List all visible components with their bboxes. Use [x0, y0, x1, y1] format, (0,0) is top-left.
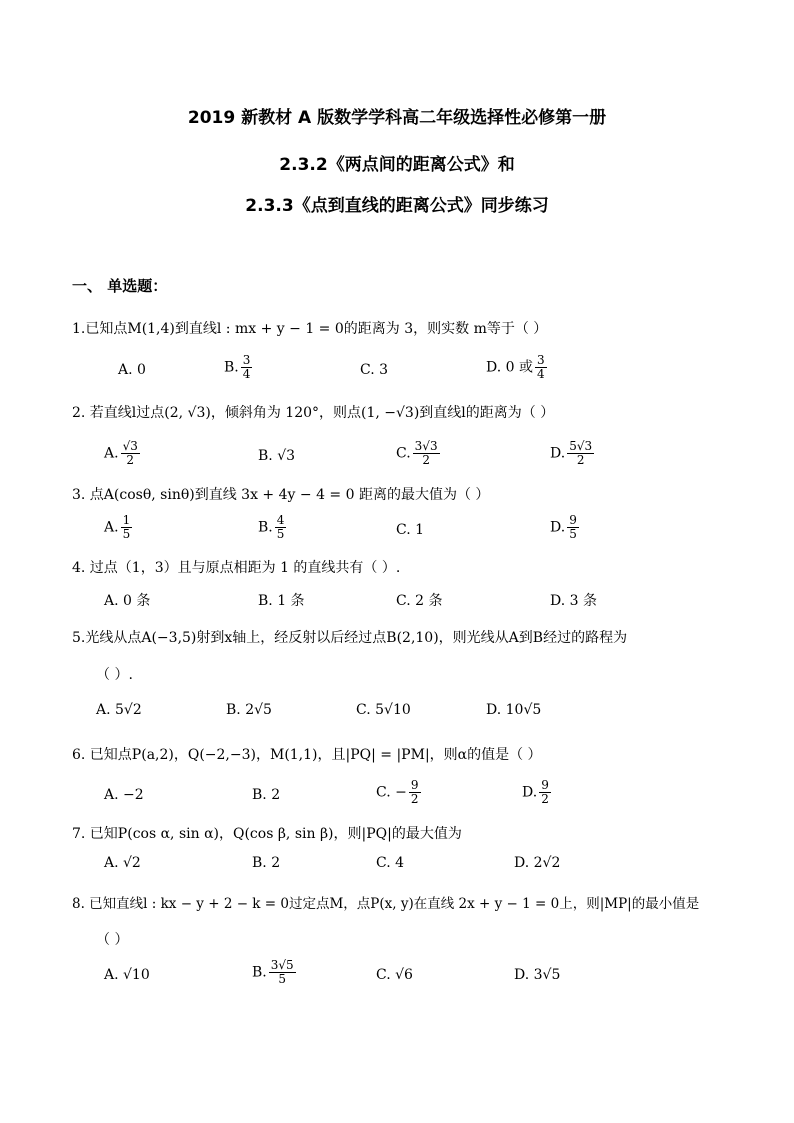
q7-option-b: B. 2 [252, 855, 281, 871]
q3-option-c: C. 1 [396, 522, 425, 538]
q1-option-a: A. 0 [118, 362, 146, 378]
q8-option-d: D. 3√5 [514, 967, 561, 983]
section-title: 一、 单选题： [72, 277, 168, 295]
q7-option-c: C. 4 [376, 855, 405, 871]
q8-option-a: A. √10 [104, 967, 150, 983]
q5-option-c: C. 5√10 [356, 702, 411, 718]
question-6-stem: 6. 已知点P(a,2)，Q(−2,−3)，M(1,1)，且|PQ| = |PM|，则α的值是（ ） [72, 747, 542, 763]
q3-option-a: A. $\frac{1}{5}$ [104, 513, 131, 541]
q2-option-d: D. $\frac{5√3}{2}$ [550, 439, 593, 467]
q7-option-d: D. 2√2 [514, 855, 561, 871]
question-1-stem: 1.已知点M(1,4)到直线l : mx + y − 1 = 0的距离为 3，则实数 m等于（ ） [72, 321, 548, 337]
q6-option-d: D. $\frac{9}{2}$ [522, 778, 549, 806]
q1-option-c: C. 3 [360, 362, 389, 378]
q8-option-b: B. $\frac{3√5}{5}$ [252, 958, 294, 986]
question-5-stem-cont: （ ）. [96, 667, 133, 683]
q3-option-b: B. $\frac{4}{5}$ [258, 513, 285, 541]
q3-option-d: D. $\frac{9}{5}$ [550, 513, 577, 541]
question-4-stem: 4. 过点（1，3）且与原点相距为 1 的直线共有（ ）. [72, 560, 401, 576]
question-2-stem: 2. 若直线l过点(2, √3)，倾斜角为 120°，则点(1, −√3)到直线l的距离为（ ） [72, 405, 555, 421]
q4-option-d: D. 3 条 [550, 593, 597, 609]
doc-title-line3: 2.3.3《点到直线的距离公式》同步练习 [245, 196, 549, 216]
question-3-stem: 3. 点A(cosθ, sinθ)到直线 3x + 4y − 4 = 0 距离的最大值为（ ） [72, 487, 490, 503]
q6-option-c: C. − $\frac{9}{2}$ [376, 778, 419, 806]
q4-option-a: A. 0 条 [104, 593, 151, 609]
question-5-stem: 5.光线从点A(−3,5)射到x轴上，经反射以后经过点B(2,10)，则光线从A到B经过的路程为 [72, 630, 628, 646]
doc-title-line1: 2019 新教材 A 版数学学科高二年级选择性必修第一册 [187, 108, 607, 128]
q8-option-c: C. √6 [376, 967, 413, 983]
q6-option-b: B. 2 [252, 787, 281, 803]
question-8-stem: 8. 已知直线l : kx − y + 2 − k = 0过定点M，点P(x, y)在直线 2x + y − 1 = 0上，则|MP|的最小值是 [72, 896, 700, 912]
q6-option-a: A. −2 [104, 787, 144, 803]
q2-option-c: C. $\frac{3√3}{2}$ [396, 439, 438, 467]
q5-option-b: B. 2√5 [226, 702, 272, 718]
q5-option-d: D. 10√5 [486, 702, 542, 718]
q2-option-a: A. $\frac{√3}{2}$ [104, 439, 138, 467]
question-7-stem: 7. 已知P(cos α, sin α)，Q(cos β, sin β)，则|PQ|的最大值为 [72, 826, 462, 842]
q2-option-b: B. √3 [258, 448, 296, 464]
doc-title-line2: 2.3.2《两点间的距离公式》和 [279, 155, 515, 175]
q4-option-c: C. 2 条 [396, 593, 443, 609]
q5-option-a: A. 5√2 [96, 702, 142, 718]
q7-option-a: A. √2 [104, 855, 141, 871]
q1-option-d: D. 0 或 $\frac{3}{4}$ [486, 353, 545, 381]
question-8-stem-cont: （ ） [96, 932, 129, 948]
q1-option-b: B. $\frac{3}{4}$ [224, 353, 251, 381]
q4-option-b: B. 1 条 [258, 593, 305, 609]
